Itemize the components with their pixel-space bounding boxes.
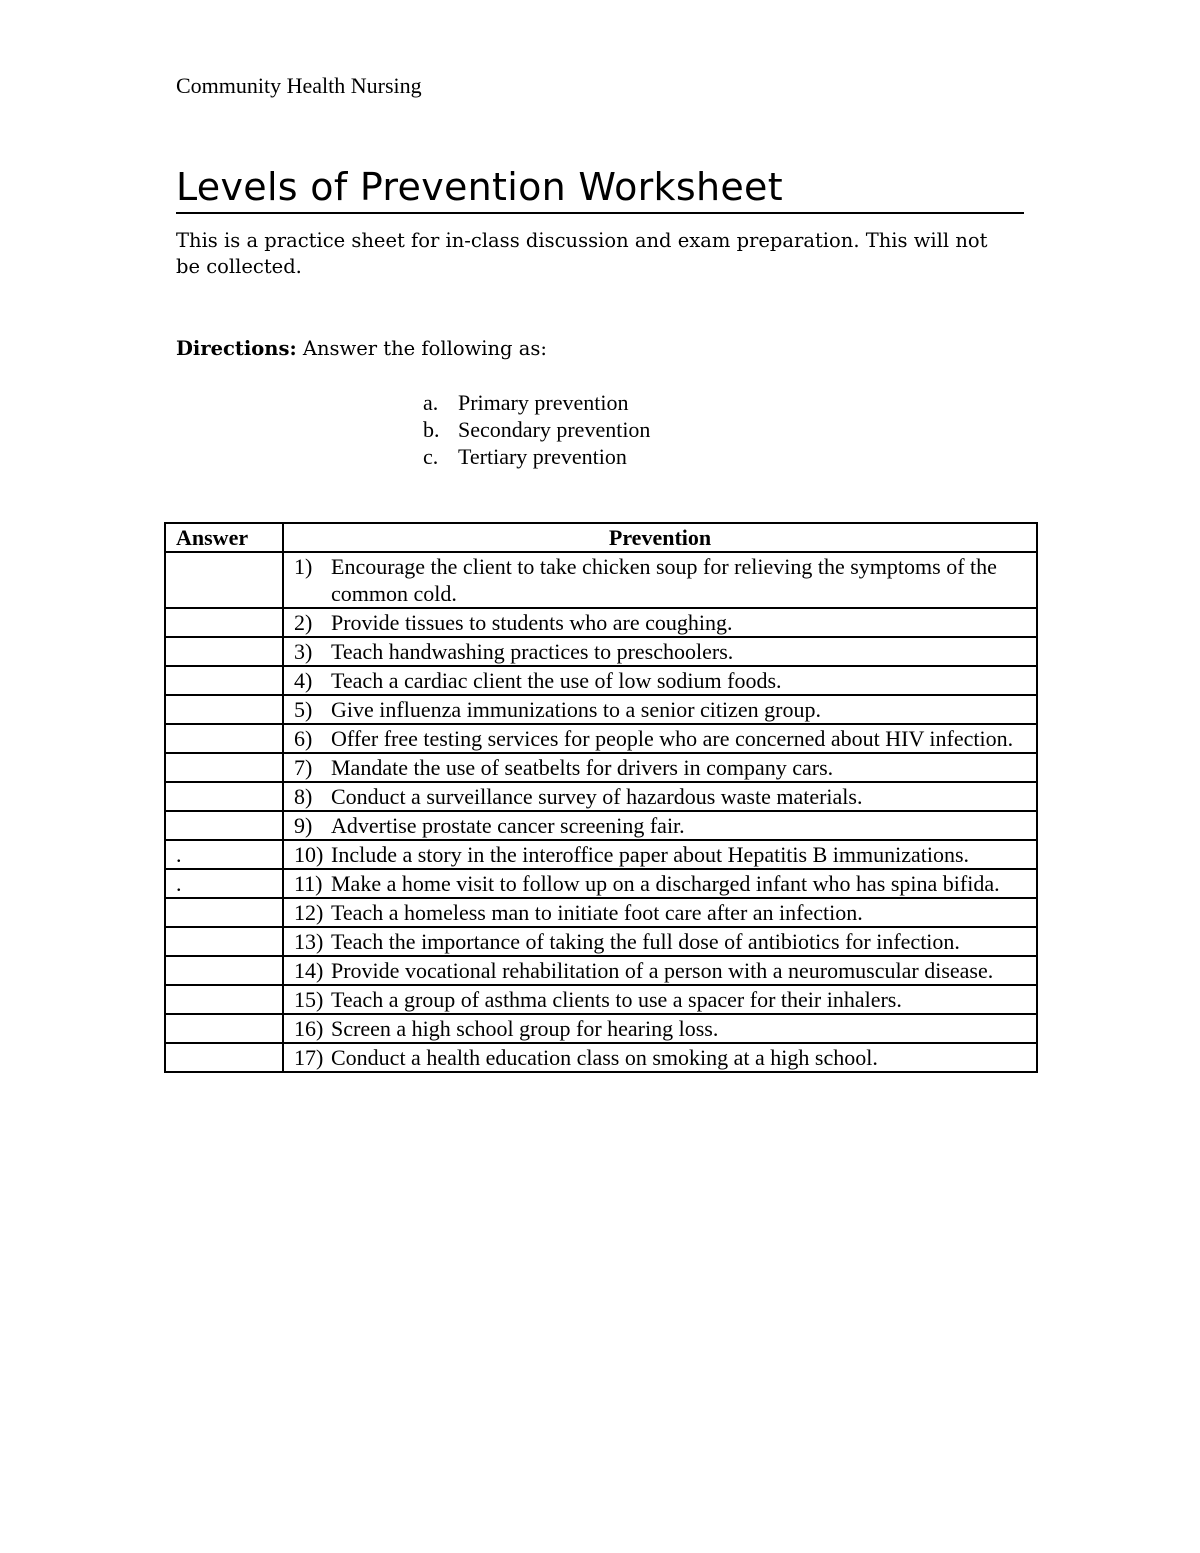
- prevention-item: [288, 609, 1032, 636]
- option-letter: c.: [423, 444, 439, 469]
- prevention-cell: [283, 782, 1037, 811]
- prevention-cell: [283, 695, 1037, 724]
- item-number: 12): [294, 900, 324, 925]
- prevention-item: [288, 667, 1032, 694]
- table-row: [165, 898, 1037, 927]
- item-number: 1): [294, 554, 313, 579]
- prevention-item: [288, 986, 1032, 1013]
- page-title: Levels of Prevention Worksheet: [176, 165, 783, 209]
- prevention-cell: [283, 724, 1037, 753]
- intro-text: This is a practice sheet for in-class discussion and exam preparation. This will not be collected.: [176, 229, 988, 278]
- item-text: Provide tissues to students who are coughing.: [331, 610, 733, 635]
- prevention-cell: [283, 927, 1037, 956]
- item-number: 14): [294, 958, 324, 983]
- table-row: [165, 811, 1037, 840]
- prevention-cell: [283, 753, 1037, 782]
- item-number: 2): [294, 610, 313, 635]
- table-row: [165, 985, 1037, 1014]
- item-number: 8): [294, 784, 313, 809]
- prevention-cell: [283, 1043, 1037, 1072]
- answer-cell[interactable]: [165, 782, 283, 811]
- table-row: [165, 552, 1037, 608]
- answer-cell[interactable]: .: [165, 840, 283, 869]
- item-text: Make a home visit to follow up on a discharged infant who has spina bifida.: [331, 871, 1000, 896]
- prevention-item: [288, 928, 1032, 955]
- prevention-cell: [283, 956, 1037, 985]
- prevention-item: [288, 638, 1032, 665]
- table-row: [165, 956, 1037, 985]
- answer-cell[interactable]: [165, 666, 283, 695]
- answer-cell[interactable]: [165, 985, 283, 1014]
- item-number: 6): [294, 726, 313, 751]
- item-text: Teach handwashing practices to preschoolers.: [331, 639, 734, 664]
- answer-cell[interactable]: [165, 753, 283, 782]
- answer-cell[interactable]: [165, 552, 283, 608]
- table-row: [165, 782, 1037, 811]
- option-text: Tertiary prevention: [458, 444, 627, 469]
- table-row: [165, 753, 1037, 782]
- table-row: [165, 1043, 1037, 1072]
- table-row: [165, 1014, 1037, 1043]
- table-row: [165, 840, 1037, 869]
- item-number: 11): [294, 871, 323, 896]
- prevention-item: [288, 899, 1032, 926]
- item-number: 7): [294, 755, 313, 780]
- prevention-item: [288, 725, 1032, 752]
- item-text: Offer free testing services for people who are concerned about HIV infection.: [331, 726, 1014, 751]
- item-number: 4): [294, 668, 313, 693]
- prevention-item: [288, 696, 1032, 723]
- answer-cell[interactable]: [165, 695, 283, 724]
- title-block: [176, 164, 1024, 214]
- answer-cell[interactable]: [165, 637, 283, 666]
- prevention-cell: [283, 552, 1037, 608]
- prevention-table: [164, 522, 1038, 1073]
- answer-cell[interactable]: [165, 898, 283, 927]
- answer-cell[interactable]: [165, 608, 283, 637]
- prevention-cell: [283, 985, 1037, 1014]
- answer-cell[interactable]: [165, 927, 283, 956]
- answer-cell[interactable]: .: [165, 869, 283, 898]
- option-letter: b.: [423, 417, 440, 442]
- table-row: [165, 608, 1037, 637]
- table-row: [165, 666, 1037, 695]
- item-text: Advertise prostate cancer screening fair.: [331, 813, 685, 838]
- item-number: 16): [294, 1016, 324, 1041]
- table-header-row: [165, 523, 1037, 552]
- table-row: [165, 869, 1037, 898]
- item-text: Teach a homeless man to initiate foot care after an infection.: [331, 900, 863, 925]
- item-number: 3): [294, 639, 313, 664]
- prevention-cell: [283, 840, 1037, 869]
- prevention-cell: [283, 869, 1037, 898]
- prevention-cell: [283, 608, 1037, 637]
- prevention-cell: [283, 666, 1037, 695]
- item-text: Teach a cardiac client the use of low sodium foods.: [331, 668, 782, 693]
- option-text: Primary prevention: [458, 390, 629, 415]
- item-number: 17): [294, 1045, 324, 1070]
- option-item: [423, 443, 650, 470]
- item-text: Include a story in the interoffice paper about Hepatitis B immunizations.: [331, 842, 970, 867]
- table-row: [165, 724, 1037, 753]
- item-text: Give influenza immunizations to a senior citizen group.: [331, 697, 821, 722]
- prevention-column-header: Prevention: [283, 523, 1037, 552]
- answer-cell[interactable]: [165, 724, 283, 753]
- item-text: Teach a group of asthma clients to use a spacer for their inhalers.: [331, 987, 902, 1012]
- item-text: Mandate the use of seatbelts for drivers in company cars.: [331, 755, 834, 780]
- answer-column-header: Answer: [165, 523, 283, 552]
- item-text: Conduct a surveillance survey of hazardous waste materials.: [331, 784, 863, 809]
- prevention-item: [288, 957, 1032, 984]
- option-text: Secondary prevention: [458, 417, 651, 442]
- prevention-item: [288, 553, 1032, 607]
- table-body: [165, 552, 1037, 1072]
- prevention-cell: [283, 1014, 1037, 1043]
- prevention-item: [288, 841, 1032, 868]
- item-text: Teach the importance of taking the full dose of antibiotics for infection.: [331, 929, 960, 954]
- item-text: Conduct a health education class on smoking at a high school.: [331, 1045, 878, 1070]
- prevention-item: [288, 812, 1032, 839]
- course-header: Community Health Nursing: [176, 73, 422, 98]
- prevention-item: [288, 783, 1032, 810]
- directions-text: Answer the following as:: [302, 337, 547, 360]
- answer-cell[interactable]: [165, 811, 283, 840]
- item-number: 13): [294, 929, 324, 954]
- option-item: [423, 389, 650, 416]
- prevention-item: [288, 1044, 1032, 1071]
- item-text: Screen a high school group for hearing loss.: [331, 1016, 719, 1041]
- prevention-item: [288, 754, 1032, 781]
- answer-cell[interactable]: [165, 1043, 283, 1072]
- option-letter: a.: [423, 390, 439, 415]
- prevention-item: [288, 1015, 1032, 1042]
- item-number: 9): [294, 813, 313, 838]
- item-number: 5): [294, 697, 313, 722]
- prevention-cell: [283, 898, 1037, 927]
- item-number: 10): [294, 842, 324, 867]
- item-text: Provide vocational rehabilitation of a person with a neuromuscular disease.: [331, 958, 994, 983]
- prevention-cell: [283, 811, 1037, 840]
- item-number: 15): [294, 987, 324, 1012]
- option-item: [423, 416, 650, 443]
- answer-cell[interactable]: [165, 1014, 283, 1043]
- prevention-item: [288, 870, 1032, 897]
- answer-cell[interactable]: [165, 956, 283, 985]
- table-row: [165, 637, 1037, 666]
- item-text: Encourage the client to take chicken soup for relieving the symptoms of the common cold.: [331, 554, 997, 606]
- prevention-options-list: [423, 389, 650, 470]
- directions: [176, 336, 547, 362]
- table-row: [165, 695, 1037, 724]
- directions-label: Directions:: [176, 337, 297, 360]
- prevention-cell: [283, 637, 1037, 666]
- table-row: [165, 927, 1037, 956]
